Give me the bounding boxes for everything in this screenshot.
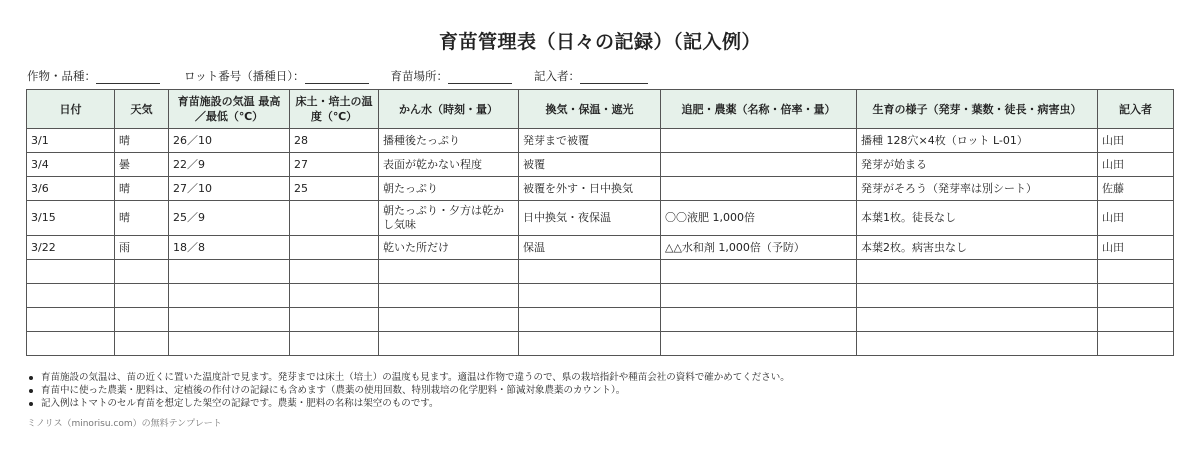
cell-air-temp[interactable]: 26／10 bbox=[169, 129, 290, 153]
cell-date[interactable]: 3/4 bbox=[27, 153, 115, 177]
cell-air-temp[interactable]: 18／8 bbox=[169, 236, 290, 260]
header-date: 日付 bbox=[27, 90, 115, 129]
cell-ventilation[interactable]: 保温 bbox=[519, 236, 661, 260]
table-row bbox=[27, 308, 1174, 332]
cell-recorder[interactable] bbox=[1098, 284, 1174, 308]
note-item bbox=[27, 371, 790, 384]
cell-recorder[interactable] bbox=[1098, 308, 1174, 332]
cell-watering[interactable]: 朝たっぷり・夕方は乾かし気味 bbox=[379, 201, 519, 236]
cell-ventilation[interactable] bbox=[519, 260, 661, 284]
cell-date[interactable] bbox=[27, 260, 115, 284]
cell-air-temp[interactable] bbox=[169, 308, 290, 332]
recorder-blank[interactable] bbox=[580, 70, 648, 84]
cell-weather[interactable] bbox=[115, 284, 169, 308]
cell-weather[interactable]: 雨 bbox=[115, 236, 169, 260]
cell-soil-temp[interactable] bbox=[290, 260, 379, 284]
cell-soil-temp[interactable]: 25 bbox=[290, 177, 379, 201]
table-row bbox=[27, 201, 1174, 236]
lot-label: ロット番号（播種日）： bbox=[184, 69, 305, 83]
cell-recorder[interactable] bbox=[1098, 332, 1174, 356]
page-title: 育苗管理表（日々の記録）（記入例） bbox=[438, 31, 761, 53]
cell-fertilizer[interactable] bbox=[661, 129, 857, 153]
cell-weather[interactable] bbox=[115, 308, 169, 332]
cell-watering[interactable]: 乾いた所だけ bbox=[379, 236, 519, 260]
header-fertilizer: 追肥・農薬（名称・倍率・量） bbox=[661, 90, 857, 129]
place-field bbox=[391, 68, 513, 84]
note-text: 育苗施設の気温は、苗の近くに置いた温度計で見ます。発芽までは床土（培土）の温度も見ます。適温は作物で違うので、県の栽培指針や種苗会社の資料で確かめてください。 bbox=[41, 372, 790, 383]
cell-date[interactable] bbox=[27, 308, 115, 332]
cell-soil-temp[interactable] bbox=[290, 308, 379, 332]
cell-weather[interactable]: 晴 bbox=[115, 201, 169, 236]
cell-growth[interactable] bbox=[857, 332, 1098, 356]
crop-label: 作物・品種： bbox=[27, 69, 96, 83]
place-label: 育苗場所： bbox=[390, 69, 449, 83]
crop-field bbox=[27, 68, 160, 84]
cell-ventilation[interactable]: 発芽まで被覆 bbox=[519, 129, 661, 153]
cell-soil-temp[interactable] bbox=[290, 284, 379, 308]
cell-soil-temp[interactable] bbox=[290, 332, 379, 356]
cell-date[interactable] bbox=[27, 284, 115, 308]
table-row bbox=[27, 236, 1174, 260]
header-row bbox=[27, 90, 1174, 129]
cell-watering[interactable] bbox=[379, 332, 519, 356]
header-weather: 天気 bbox=[115, 90, 169, 129]
cell-growth[interactable] bbox=[857, 260, 1098, 284]
cell-watering[interactable] bbox=[379, 308, 519, 332]
cell-growth[interactable]: 発芽が始まる bbox=[857, 153, 1098, 177]
cell-growth[interactable]: 発芽がそろう（発芽率は別シート） bbox=[857, 177, 1098, 201]
recorder-label: 記入者： bbox=[534, 69, 581, 83]
cell-air-temp[interactable] bbox=[169, 332, 290, 356]
table-row bbox=[27, 284, 1174, 308]
note-text: 記入例はトマトのセル育苗を想定した架空の記録です。農薬・肥料の名称は架空のものです。 bbox=[41, 398, 439, 409]
cell-fertilizer[interactable] bbox=[661, 260, 857, 284]
cell-soil-temp[interactable]: 27 bbox=[290, 153, 379, 177]
header-watering: かん水（時刻・量） bbox=[379, 90, 519, 129]
cell-growth[interactable]: 本葉1枚。徒長なし bbox=[857, 201, 1098, 236]
cell-air-temp[interactable] bbox=[169, 260, 290, 284]
cell-date[interactable]: 3/6 bbox=[27, 177, 115, 201]
cell-watering[interactable]: 播種後たっぷり bbox=[379, 129, 519, 153]
cell-ventilation[interactable]: 被覆 bbox=[519, 153, 661, 177]
table-row bbox=[27, 177, 1174, 201]
record-meta bbox=[27, 64, 648, 84]
note-item bbox=[27, 397, 790, 410]
cell-watering[interactable] bbox=[379, 260, 519, 284]
cell-recorder[interactable]: 山田 bbox=[1098, 236, 1174, 260]
cell-fertilizer[interactable]: △△水和剤 1,000倍（予防） bbox=[661, 236, 857, 260]
cell-growth[interactable] bbox=[857, 308, 1098, 332]
seedling-log-table bbox=[26, 89, 1174, 356]
recorder-field bbox=[534, 68, 648, 84]
lot-blank[interactable] bbox=[305, 70, 369, 84]
cell-growth[interactable]: 本葉2枚。病害虫なし bbox=[857, 236, 1098, 260]
cell-growth[interactable] bbox=[857, 284, 1098, 308]
cell-soil-temp[interactable] bbox=[290, 201, 379, 236]
note-item bbox=[27, 384, 790, 397]
cell-ventilation[interactable]: 日中換気・夜保温 bbox=[519, 201, 661, 236]
cell-air-temp[interactable] bbox=[169, 284, 290, 308]
notes-list bbox=[27, 371, 790, 410]
cell-fertilizer[interactable] bbox=[661, 332, 857, 356]
cell-recorder[interactable]: 山田 bbox=[1098, 201, 1174, 236]
cell-watering[interactable]: 表面が乾かない程度 bbox=[379, 153, 519, 177]
lot-field bbox=[184, 68, 369, 84]
cell-recorder[interactable]: 山田 bbox=[1098, 129, 1174, 153]
cell-date[interactable]: 3/22 bbox=[27, 236, 115, 260]
cell-ventilation[interactable] bbox=[519, 332, 661, 356]
cell-soil-temp[interactable]: 28 bbox=[290, 129, 379, 153]
cell-recorder[interactable]: 佐藤 bbox=[1098, 177, 1174, 201]
cell-recorder[interactable] bbox=[1098, 260, 1174, 284]
cell-weather[interactable] bbox=[115, 332, 169, 356]
footer-credit: ミノリス（minorisu.com）の無料テンプレート bbox=[27, 419, 222, 429]
header-recorder: 記入者 bbox=[1098, 90, 1174, 129]
cell-fertilizer[interactable] bbox=[661, 153, 857, 177]
cell-watering[interactable]: 朝たっぷり bbox=[379, 177, 519, 201]
cell-soil-temp[interactable] bbox=[290, 236, 379, 260]
table-row bbox=[27, 153, 1174, 177]
cell-watering[interactable] bbox=[379, 284, 519, 308]
cell-fertilizer[interactable]: 〇〇液肥 1,000倍 bbox=[661, 201, 857, 236]
place-blank[interactable] bbox=[448, 70, 512, 84]
bullet-icon bbox=[29, 389, 33, 393]
cell-weather[interactable]: 曇 bbox=[115, 153, 169, 177]
cell-ventilation[interactable]: 被覆を外す・日中換気 bbox=[519, 177, 661, 201]
cell-growth[interactable]: 播種 128穴×4枚（ロット L-01） bbox=[857, 129, 1098, 153]
cell-ventilation[interactable] bbox=[519, 284, 661, 308]
header-ventilation: 換気・保温・遮光 bbox=[519, 90, 661, 129]
cell-weather[interactable]: 晴 bbox=[115, 177, 169, 201]
cell-fertilizer[interactable] bbox=[661, 308, 857, 332]
cell-weather[interactable] bbox=[115, 260, 169, 284]
cell-fertilizer[interactable] bbox=[661, 284, 857, 308]
bullet-icon bbox=[29, 376, 33, 380]
header-air-temp: 育苗施設の気温 最高／最低（℃） bbox=[169, 90, 290, 129]
cell-air-temp[interactable]: 27／10 bbox=[169, 177, 290, 201]
cell-date[interactable] bbox=[27, 332, 115, 356]
cell-ventilation[interactable] bbox=[519, 308, 661, 332]
cell-air-temp[interactable]: 25／9 bbox=[169, 201, 290, 236]
table-row bbox=[27, 129, 1174, 153]
cell-date[interactable]: 3/15 bbox=[27, 201, 115, 236]
cell-recorder[interactable]: 山田 bbox=[1098, 153, 1174, 177]
header-soil-temp: 床土・培土の温度（℃） bbox=[290, 90, 379, 129]
table-row bbox=[27, 332, 1174, 356]
bullet-icon bbox=[29, 402, 33, 406]
header-growth: 生育の様子（発芽・葉数・徒長・病害虫） bbox=[857, 90, 1098, 129]
crop-blank[interactable] bbox=[96, 70, 160, 84]
cell-fertilizer[interactable] bbox=[661, 177, 857, 201]
note-text: 育苗中に使った農薬・肥料は、定植後の作付けの記録にも含めます（農薬の使用回数、特別栽培の化学肥料・節減対象農薬のカウント）。 bbox=[41, 385, 626, 396]
table-row bbox=[27, 260, 1174, 284]
cell-weather[interactable]: 晴 bbox=[115, 129, 169, 153]
cell-date[interactable]: 3/1 bbox=[27, 129, 115, 153]
cell-air-temp[interactable]: 22／9 bbox=[169, 153, 290, 177]
